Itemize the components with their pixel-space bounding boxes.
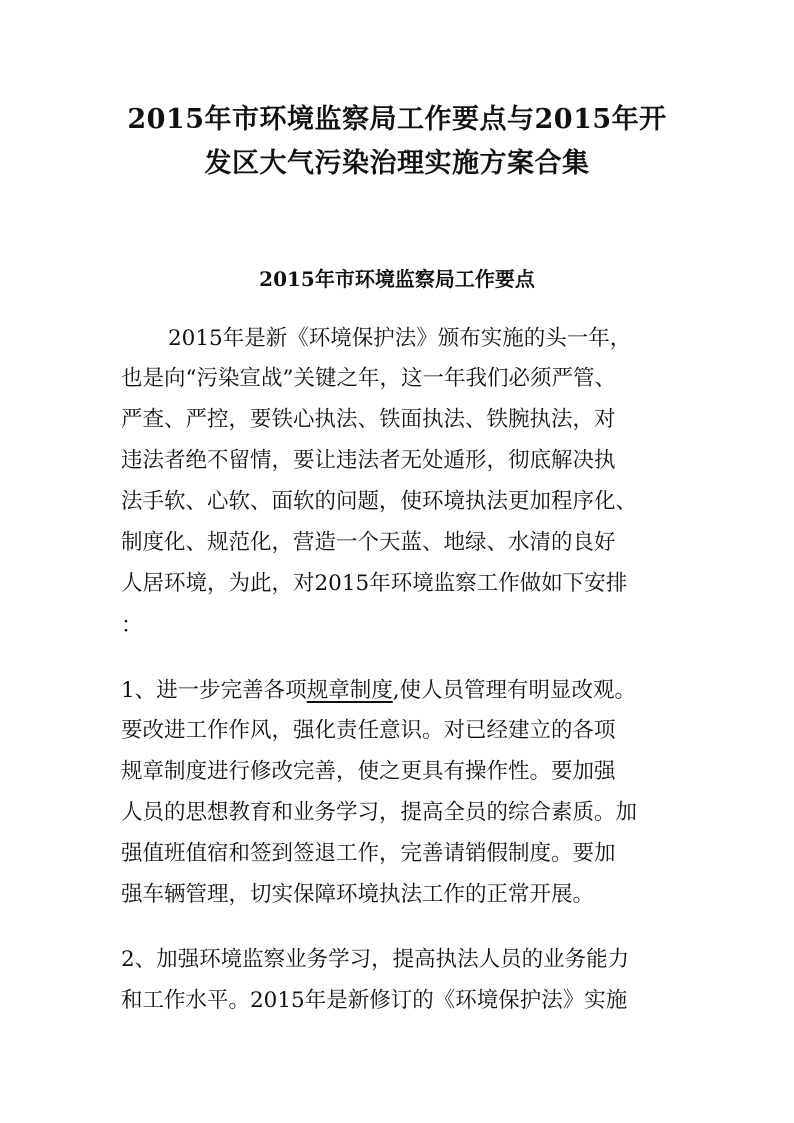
item-1-line: 强值班值宿和签到签退工作，完善请销假制度。要加 (121, 841, 616, 866)
document-title (112, 98, 682, 186)
intro-line: ： (121, 613, 143, 638)
item-1-line: 人员的思想教育和业务学习，提高全员的综合素质。加 (121, 800, 638, 825)
intro-line: 制度化、规范化，营造一个天蓝、地绿、水清的良好 (121, 530, 616, 555)
item-1-line: 规章制度进行修改完善，使之更具有操作性。要加强 (121, 759, 616, 784)
intro-line: 也是向“污染宣战”关键之年，这一年我们必须严管、 (121, 366, 616, 391)
item-1-prefix: 1、进一步完善各项 (121, 678, 307, 703)
title-line-2: 发区大气污染治理实施方案合集 (204, 148, 590, 179)
intro-line: 严查、严控，要铁心执法、铁面执法、铁腕执法，对 (121, 407, 616, 432)
intro-line: 违法者绝不留情，要让违法者无处遁形，彻底解决执 (121, 448, 616, 473)
intro-line: 2015年是新《环境保护法》颁布实施的头一年， (168, 326, 632, 351)
title-line-1: 2015年市环境监察局工作要点与2015年开 (127, 104, 667, 135)
item-2-line: 和工作水平。2015年是新修订的《环境保护法》实施 (121, 988, 628, 1013)
item-1-suffix: ,使人员管理有明显改观。 (392, 678, 637, 703)
item-1-underlined-text: 规章制度 (306, 678, 393, 703)
section-heading: 2015年市环境监察局工作要点 (259, 267, 535, 291)
item-1-line: 强车辆管理，切实保障环境执法工作的正常开展。 (121, 882, 595, 907)
intro-line: 法手软、心软、面软的问题，使环境执法更加程序化、 (121, 489, 638, 514)
intro-line: 人居环境，为此，对2015年环境监察工作做如下安排 (121, 571, 628, 596)
item-1-line: 要改进工作作风，强化责任意识。对已经建立的各项 (121, 718, 616, 743)
item-2-line: 2、加强环境监察业务学习，提高执法人员的业务能力 (121, 947, 630, 972)
item-1-first-line (121, 676, 636, 706)
